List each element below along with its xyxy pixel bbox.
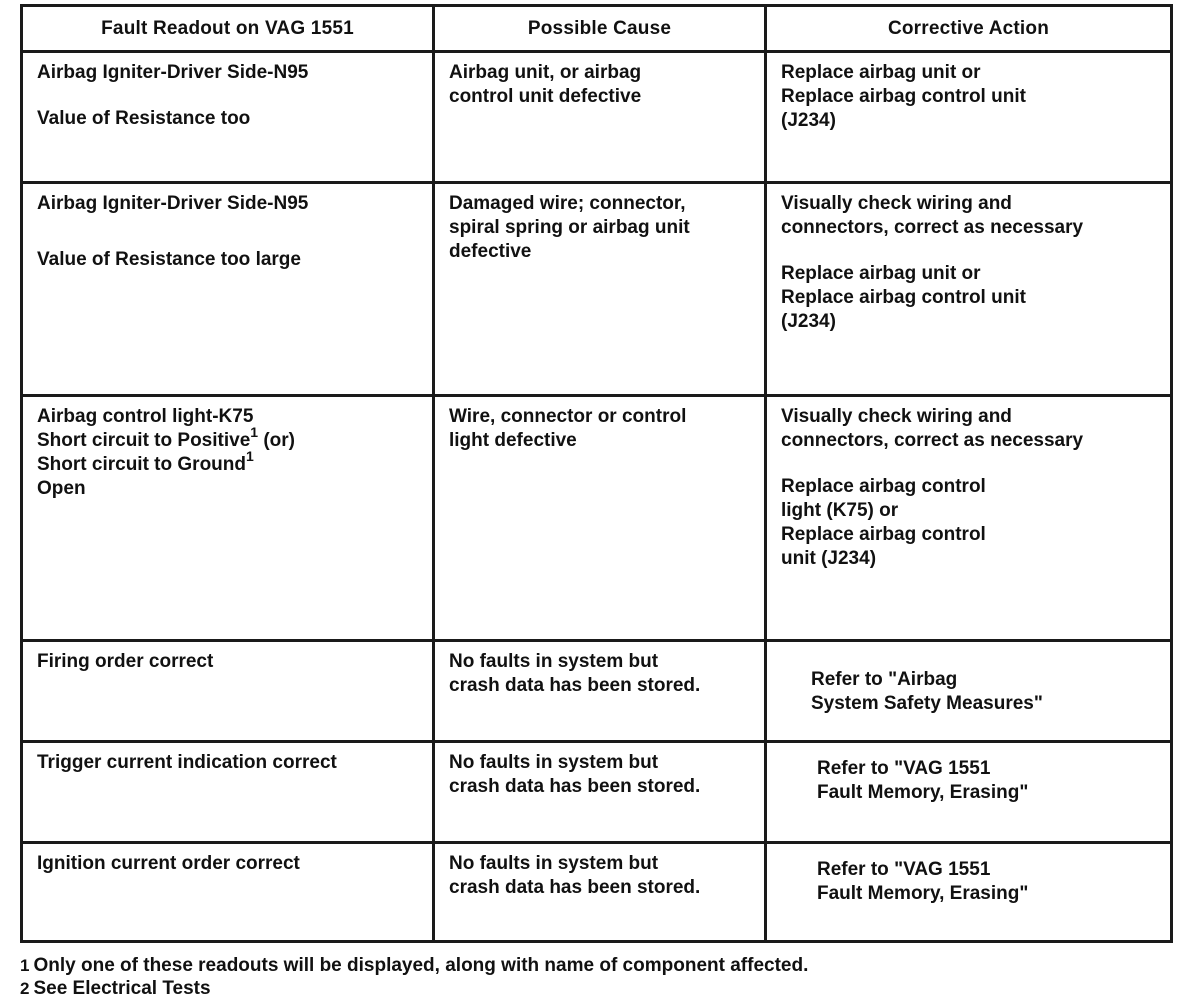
- fault-line: Airbag Igniter-Driver Side-N95: [37, 62, 309, 83]
- cause-line: No faults in system but: [449, 752, 659, 773]
- cause-line: crash data has been stored.: [449, 877, 701, 898]
- fault-line: Open: [37, 478, 86, 499]
- action-line: System Safety Measures": [811, 693, 1043, 714]
- action-line: Refer to "VAG 1551: [817, 758, 991, 779]
- fault-line: Short circuit to Positive$^1$ (or): [37, 423, 295, 451]
- cause-line: spiral spring or airbag unit: [449, 217, 690, 238]
- fault-line: Value of Resistance too: [37, 108, 251, 129]
- table-row: [22, 641, 1172, 742]
- header-possible-cause: Possible Cause: [434, 6, 766, 52]
- fault-cell: [22, 396, 434, 641]
- fault-cell: [22, 183, 434, 396]
- cause-line: Wire, connector or control: [449, 406, 687, 427]
- action-line: Fault Memory, Erasing": [817, 883, 1029, 904]
- action-line: Replace airbag control unit: [781, 86, 1026, 107]
- cause-line: No faults in system but: [449, 651, 659, 672]
- action-line: Visually check wiring and: [781, 406, 1012, 427]
- fault-line: Ignition current order correct: [37, 853, 300, 874]
- action-line: Replace airbag control unit: [781, 287, 1026, 308]
- cause-cell: [434, 52, 766, 183]
- action-cell: [766, 843, 1172, 942]
- action-cell: [766, 742, 1172, 843]
- cause-cell: [434, 641, 766, 742]
- fault-cell: [22, 641, 434, 742]
- table-row: [22, 843, 1172, 942]
- footnotes: [20, 954, 1170, 1000]
- header-corrective-action: Corrective Action: [766, 6, 1172, 52]
- action-cell: [766, 52, 1172, 183]
- action-line: Replace airbag control: [781, 476, 986, 497]
- action-line: Replace airbag unit or: [781, 62, 981, 83]
- cause-cell: [434, 396, 766, 641]
- header-fault-readout: Fault Readout on VAG 1551: [22, 6, 434, 52]
- footnote-text: Only one of these readouts will be displayed, along with name of component affected.: [33, 955, 809, 976]
- fault-cell: [22, 52, 434, 183]
- footnote-number: 2: [20, 979, 30, 998]
- action-line: unit (J234): [781, 548, 877, 569]
- action-cell: [766, 183, 1172, 396]
- action-line: Refer to "VAG 1551: [817, 859, 991, 880]
- action-line: Fault Memory, Erasing": [817, 782, 1029, 803]
- action-line: connectors, correct as necessary: [781, 217, 1084, 238]
- fault-line: Trigger current indication correct: [37, 752, 337, 773]
- action-line: light (K75) or: [781, 500, 899, 521]
- cause-line: control unit defective: [449, 86, 642, 107]
- footnote-2: [20, 977, 1170, 1000]
- cause-line: crash data has been stored.: [449, 675, 701, 696]
- footnote-ref: 1: [250, 423, 259, 440]
- action-line: Replace airbag unit or: [781, 263, 981, 284]
- fault-line: Value of Resistance too large: [37, 249, 301, 270]
- cause-cell: [434, 742, 766, 843]
- fault-cell: [22, 742, 434, 843]
- action-cell: [766, 641, 1172, 742]
- cause-line: crash data has been stored.: [449, 776, 701, 797]
- cause-cell: [434, 183, 766, 396]
- fault-line: Firing order correct: [37, 651, 214, 672]
- action-cell: [766, 396, 1172, 641]
- action-line: Replace airbag control: [781, 524, 986, 545]
- fault-line: Short circuit to Ground$^1$: [37, 447, 254, 475]
- footnote-number: 1: [20, 956, 30, 975]
- action-line: connectors, correct as necessary: [781, 430, 1084, 451]
- table-row: [22, 52, 1172, 183]
- table-row: [22, 742, 1172, 843]
- fault-cell: [22, 843, 434, 942]
- fault-line: Airbag Igniter-Driver Side-N95: [37, 193, 309, 214]
- header-row: [22, 6, 1172, 52]
- footnote-ref: 1: [246, 447, 254, 464]
- footnote-1: [20, 954, 1170, 977]
- footnote-text: See Electrical Tests: [33, 978, 211, 999]
- cause-line: Airbag unit, or airbag: [449, 62, 642, 83]
- cause-cell: [434, 843, 766, 942]
- fault-table: [20, 4, 1173, 943]
- action-line: (J234): [781, 110, 836, 131]
- cause-line: defective: [449, 241, 532, 262]
- cause-line: Damaged wire; connector,: [449, 193, 686, 214]
- fault-line: Airbag control light-K75: [37, 406, 254, 427]
- cause-line: No faults in system but: [449, 853, 659, 874]
- table-row: [22, 183, 1172, 396]
- cause-line: light defective: [449, 430, 577, 451]
- action-line: (J234): [781, 311, 836, 332]
- action-line: Refer to "Airbag: [811, 669, 958, 690]
- action-line: Visually check wiring and: [781, 193, 1012, 214]
- table-row: [22, 396, 1172, 641]
